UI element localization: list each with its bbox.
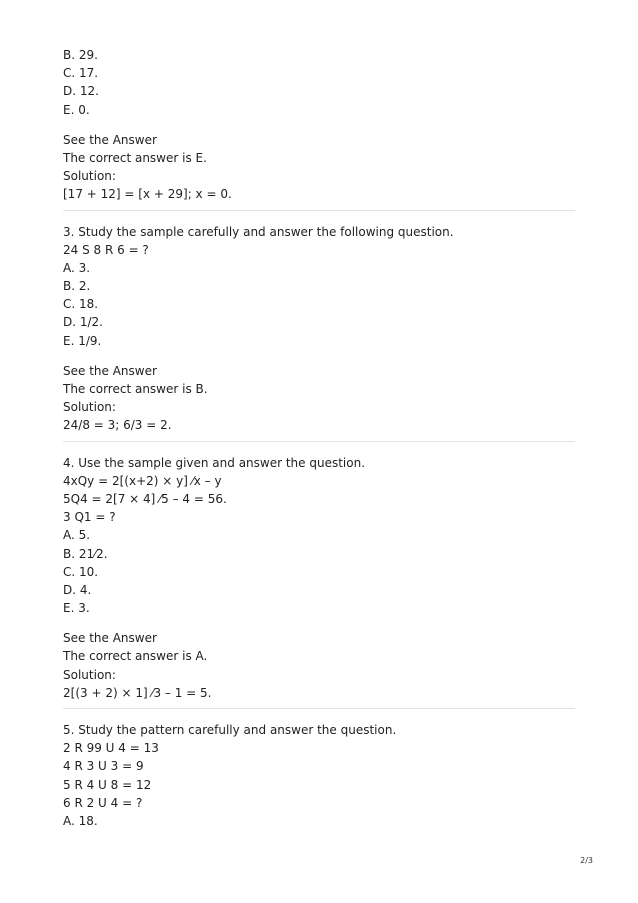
question-3 — [63, 223, 575, 435]
option-c: C. 17. — [63, 66, 99, 81]
solution-text: 2[(3 + 2) × 1] ⁄3 – 1 = 5. — [63, 685, 212, 700]
solution-text: [17 + 12] = [x + 29]; x = 0. — [63, 187, 232, 202]
option-c: C. 18. — [63, 297, 99, 312]
question-prompt: 3. Study the sample carefully and answer the following question. — [63, 224, 454, 239]
divider — [63, 708, 575, 709]
correct-answer: The correct answer is B. — [63, 382, 208, 396]
pattern-line: 2 R 99 U 4 = 13 — [63, 741, 159, 756]
question-example: 5Q4 = 2[7 × 4] ⁄5 – 4 = 56. — [63, 491, 227, 506]
option-c: C. 10. — [63, 564, 99, 579]
pattern-line: 4 R 3 U 3 = 9 — [63, 759, 144, 774]
solution-text: 24/8 = 3; 6/3 = 2. — [63, 418, 172, 433]
question-expression: 24 S 8 R 6 = ? — [63, 242, 149, 257]
divider — [63, 441, 575, 442]
pattern-line: 5 R 4 U 8 = 12 — [63, 777, 152, 792]
question-prompt: 5. Study the pattern carefully and answer the question. — [63, 723, 397, 737]
option-d: D. 4. — [63, 582, 92, 597]
solution-label: Solution: — [63, 169, 116, 184]
option-b: B. 29. — [63, 48, 98, 62]
correct-answer: The correct answer is A. — [63, 649, 208, 664]
option-a: A. 5. — [63, 528, 91, 543]
option-b: B. 21⁄2. — [63, 546, 108, 561]
question-5 — [63, 721, 575, 830]
divider — [63, 210, 575, 211]
correct-answer: The correct answer is E. — [63, 150, 207, 165]
option-b: B. 2. — [63, 279, 91, 294]
solution-label: Solution: — [63, 400, 116, 415]
question-rule: 4xQy = 2[(x+2) × y] ⁄x – y — [63, 473, 222, 488]
see-answer-link[interactable]: See the Answer — [63, 132, 157, 147]
see-answer-link[interactable]: See the Answer — [63, 631, 157, 646]
option-e: E. 3. — [63, 601, 90, 616]
solution-label: Solution: — [63, 667, 116, 682]
option-e: E. 1/9. — [63, 333, 102, 348]
question-2-continued — [63, 46, 575, 204]
page-number: 2/3 — [580, 856, 593, 865]
question-4 — [63, 454, 575, 702]
question-prompt: 4. Use the sample given and answer the question. — [63, 455, 366, 470]
see-answer-link[interactable]: See the Answer — [63, 363, 157, 378]
document-page — [63, 46, 575, 830]
option-d: D. 1/2. — [63, 315, 103, 330]
option-a: A. 18. — [63, 813, 98, 828]
option-d: D. 12. — [63, 84, 99, 99]
option-a: A. 3. — [63, 260, 91, 275]
option-e: E. 0. — [63, 102, 90, 117]
question-expression: 3 Q1 = ? — [63, 510, 116, 525]
question-expression: 6 R 2 U 4 = ? — [63, 795, 143, 810]
